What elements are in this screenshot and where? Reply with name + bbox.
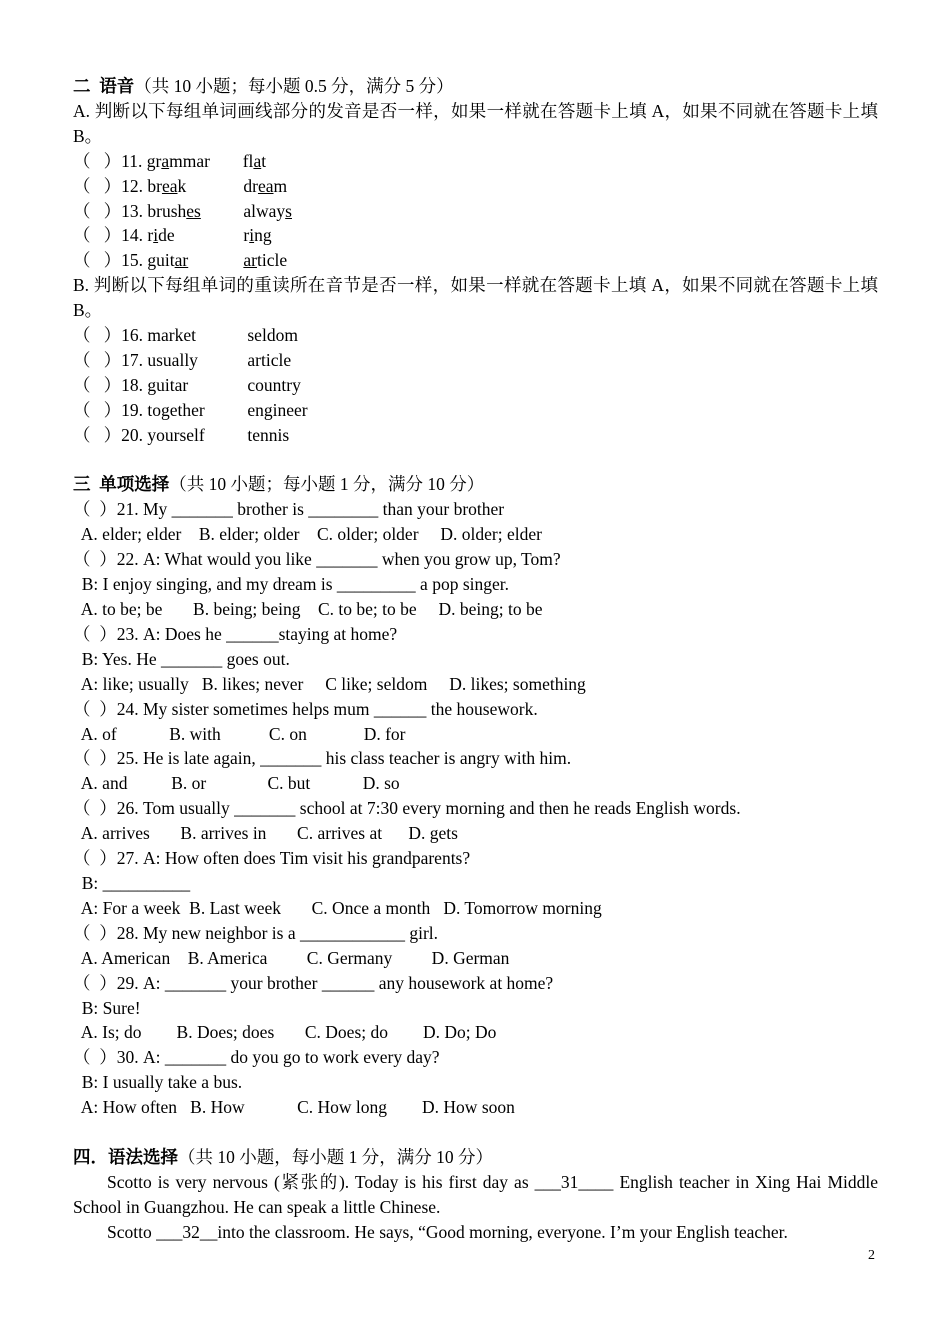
- word-2: [243, 223, 271, 248]
- question-row: [73, 323, 878, 348]
- question-row: [73, 149, 878, 174]
- question-line: B: I usually take a bus.: [73, 1072, 243, 1093]
- answer-bracket: （ ）: [73, 349, 122, 370]
- part-a-instruction: A. 判断以下每组单词画线部分的发音是否一样，如果一样就在答题卡上填 A，如果不同就在答题卡上填 B。: [73, 100, 878, 146]
- word-1-segment: r: [147, 225, 154, 246]
- question-line: B: Yes. He _______ goes out.: [73, 648, 290, 669]
- answer-bracket: （ ）: [73, 175, 122, 196]
- word-2: country: [247, 374, 301, 395]
- section-4-heading: [73, 1145, 878, 1170]
- question-line: A. arrives B. arrives in C. arrives at D. gets: [73, 823, 458, 844]
- exam-page: [73, 74, 878, 1245]
- word-2-segment: s: [285, 200, 292, 221]
- word-1-segment: gr: [146, 150, 162, 171]
- word-1-segment: ar: [174, 250, 189, 271]
- question-number: 12.: [121, 175, 148, 196]
- word-1: market: [147, 325, 196, 346]
- question-line: A: How often B. How C. How long D. How soon: [73, 1097, 515, 1118]
- word-2: [243, 199, 292, 224]
- question-line: B: __________: [73, 872, 191, 893]
- question-number: 19.: [121, 399, 148, 420]
- word-2: [243, 149, 266, 174]
- question-line: （ ）26. Tom usually _______ school at 7:30 every morning and then he reads English words.: [73, 798, 741, 819]
- word-2: article: [247, 349, 292, 370]
- question-row: [73, 373, 878, 398]
- answer-bracket: （ ）: [73, 225, 122, 246]
- question-line: B: I enjoy singing, and my dream is _________ a pop singer.: [73, 574, 509, 595]
- section-2-title: 二 语音: [73, 76, 135, 96]
- question-line: A. to be; be B. being; being C. to be; to be D. being; to be: [73, 599, 543, 620]
- section-2-note: （共 10 小题；每小题 0.5 分，满分 5 分）: [134, 76, 454, 96]
- word-2: engineer: [247, 399, 308, 420]
- question-line: B: Sure!: [73, 997, 141, 1018]
- answer-bracket: （ ）: [73, 374, 122, 395]
- question-number: 18.: [121, 374, 148, 395]
- word-1-segment: mmar: [169, 150, 210, 171]
- answer-bracket: （ ）: [73, 250, 122, 271]
- question-line: （ ）22. A: What would you like _______ when you grow up, Tom?: [73, 549, 561, 570]
- section-2-heading: [73, 74, 878, 99]
- word-1: [147, 223, 243, 248]
- word-1-segment: es: [186, 200, 201, 221]
- passage-paragraph-1: Scotto is very nervous (紧张的). Today is his first day as ___31____ English teacher in Xing Hai Middle School in Guangzhou. He can speak a little Chinese.: [73, 1171, 878, 1217]
- question-line: A: For a week B. Last week C. Once a month D. Tomorrow morning: [73, 897, 602, 918]
- section-3-heading: [73, 472, 878, 497]
- word-1: yourself: [147, 424, 205, 445]
- word-2-segment: ticle: [256, 250, 288, 271]
- passage-paragraph-2: Scotto ___32__into the classroom. He says, “Good morning, everyone. I’m your English teacher.: [107, 1221, 788, 1242]
- word-2: seldom: [247, 325, 298, 346]
- question-row: [73, 223, 878, 248]
- word-2-segment: m: [273, 175, 288, 196]
- question-number: 13.: [121, 200, 148, 221]
- answer-bracket: （ ）: [73, 150, 122, 171]
- question-number: 17.: [121, 349, 148, 370]
- question-line: （ ）24. My sister sometimes helps mum ______ the housework.: [73, 698, 538, 719]
- word-2-segment: ng: [254, 225, 272, 246]
- word-2-segment: a: [253, 150, 262, 171]
- question-row: [73, 398, 878, 423]
- word-1: [147, 199, 243, 224]
- question-line: A. of B. with C. on D. for: [73, 723, 406, 744]
- word-2: tennis: [247, 424, 290, 445]
- answer-bracket: （ ）: [73, 399, 122, 420]
- question-line: A. and B. or C. but D. so: [73, 773, 400, 794]
- question-line: A. elder; elder B. elder; older C. older; older D. older; elder: [73, 524, 542, 545]
- word-2-segment: t: [261, 150, 267, 171]
- question-line: （ ）21. My _______ brother is ________ than your brother: [73, 499, 505, 520]
- question-number: 20.: [121, 424, 148, 445]
- question-line: （ ）27. A: How often does Tim visit his grandparents?: [73, 848, 471, 869]
- word-2-segment: ea: [257, 175, 274, 196]
- word-2-segment: fl: [242, 150, 254, 171]
- question-row: [73, 423, 878, 448]
- part-a-list: [73, 149, 878, 274]
- word-1: guitar: [147, 374, 189, 395]
- word-2-segment: i: [249, 225, 255, 246]
- word-1: usually: [147, 349, 198, 370]
- answer-bracket: （ ）: [73, 200, 122, 221]
- question-number: 14.: [121, 225, 148, 246]
- word-1: [147, 248, 243, 273]
- word-1-segment: k: [177, 175, 187, 196]
- question-row: [73, 174, 878, 199]
- section-3-note: （共 10 小题；每小题 1 分，满分 10 分）: [169, 474, 485, 495]
- question-number: 11.: [121, 150, 147, 171]
- section-4-title: 四．语法选择: [73, 1146, 178, 1167]
- word-1: [147, 174, 243, 199]
- word-2-segment: dr: [243, 175, 258, 196]
- section-3-questions: [73, 497, 878, 1120]
- question-line: （ ）25. He is late again, _______ his class teacher is angry with him.: [73, 748, 572, 769]
- section-3-title: 三 单项选择: [73, 474, 170, 495]
- page-number: 2: [868, 1248, 875, 1263]
- question-number: 15.: [121, 250, 148, 271]
- part-b-list: [73, 323, 878, 448]
- question-line: A. American B. America C. Germany D. German: [73, 947, 510, 968]
- answer-bracket: （ ）: [73, 424, 122, 445]
- question-line: （ ）30. A: _______ do you go to work every day?: [73, 1047, 440, 1068]
- part-b-instruction: B. 判断以下每组单词的重读所在音节是否一样，如果一样就在答题卡上填 A，如果不同就在答题卡上填 B。: [73, 275, 878, 321]
- word-1-segment: de: [158, 225, 175, 246]
- word-1-segment: br: [147, 175, 162, 196]
- word-2-segment: alway: [243, 200, 286, 221]
- word-1: together: [147, 399, 205, 420]
- word-1-segment: brush: [147, 200, 187, 221]
- question-line: （ ）29. A: _______ your brother ______ any housework at home?: [73, 972, 554, 993]
- word-1: [147, 149, 243, 174]
- question-line: （ ）28. My new neighbor is a ____________ girl.: [73, 922, 439, 943]
- word-2-segment: ar: [243, 250, 257, 271]
- question-line: A. Is; do B. Does; does C. Does; do D. Do; Do: [73, 1022, 497, 1043]
- word-1-segment: a: [161, 150, 170, 171]
- question-number: 16.: [121, 325, 148, 346]
- word-1-segment: i: [153, 225, 159, 246]
- question-row: [73, 248, 878, 273]
- question-line: A: like; usually B. likes; never C like; seldom D. likes; something: [73, 673, 586, 694]
- section-4-note: （共 10 小题，每小题 1 分，满分 10 分）: [178, 1146, 493, 1167]
- word-1-segment: guit: [147, 250, 175, 271]
- answer-bracket: （ ）: [73, 325, 122, 346]
- word-2: [243, 174, 287, 199]
- question-line: （ ）23. A: Does he ______staying at home?: [73, 623, 398, 644]
- word-2-segment: r: [243, 225, 250, 246]
- question-row: [73, 199, 878, 224]
- word-1-segment: ea: [161, 175, 178, 196]
- question-row: [73, 348, 878, 373]
- word-2: [243, 248, 287, 273]
